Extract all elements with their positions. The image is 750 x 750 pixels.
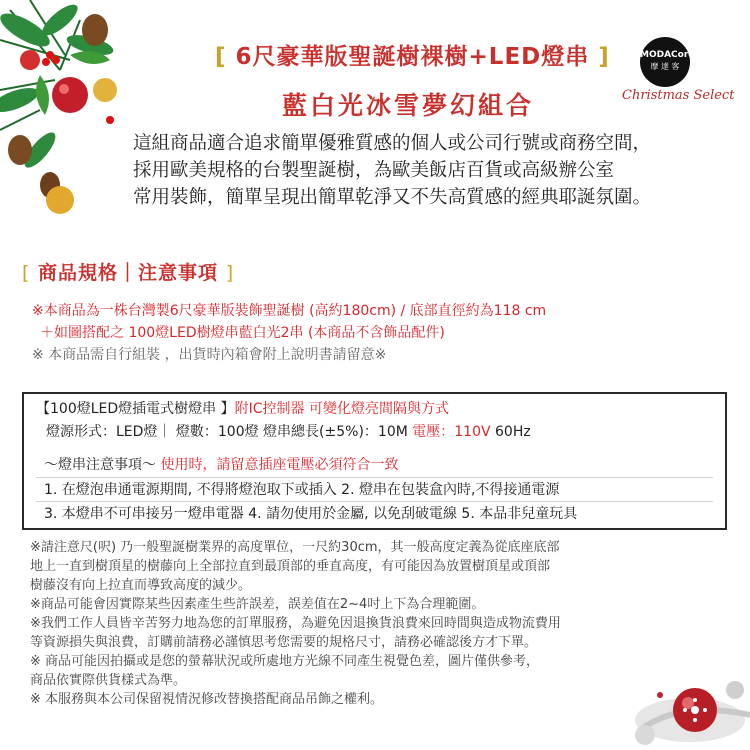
spec-controller-note: 附IC控制器 可變化燈亮間隔與方式 [234,401,449,417]
light-spec-box [22,392,727,530]
spec-product-name: 【100燈LED燈插電式樹燈串 】 [36,401,235,417]
intro-line: 常用裝飾，簡單呈現出簡單乾淨又不失高質感的經典耶誕氛圍。 [133,187,652,208]
product-title [215,38,610,71]
brand-logo [640,37,695,87]
caution-voltage-warning: 使用時，請留意插座電壓必須符合一致 [160,457,399,473]
title-bracket-close: ] [598,44,610,70]
footnote-line: ※我們工作人員皆辛苦努力地為您的訂單服務，為避免因退換貨浪費來回時間與造成物流費用 [30,616,561,631]
divider [36,477,713,478]
footnote-line: ※ 本服務與本公司保留視情況修改替換搭配商品吊飾之權利。 [30,692,384,707]
section-bracket-close: ] [225,262,235,284]
ornament-ball-decoration [600,640,750,750]
footnote-line: 等資源損失與浪費，訂購前請務必謹慎思考您需要的規格尺寸，請務必確認後方才下單。 [30,635,538,650]
note-line-size: ※本商品為一株台灣製6尺豪華版裝飾聖誕樹 (高約180cm) / 底部直徑約為118 cm [32,303,547,319]
section-heading [22,258,234,285]
note-line-lights: ＋如圖搭配之 100燈LED樹燈串藍白光2串 (本商品不含飾品配件) [40,325,445,341]
brand-chinese-name: 摩 達 客 [650,62,680,71]
caution-items-1: 1. 在燈泡串通電源期間, 不得將燈泡取下或插入 2. 燈串在包裝盒內時,不得接通電源 [44,482,560,498]
footnote-line: 樹藤沒有向上拉直而導致高度的減少。 [30,578,252,593]
spec-voltage: 電壓：110V [412,424,491,440]
section-label: 商品規格｜注意事項 [38,262,219,284]
footnote-line: 商品依實際供貨樣式為準。 [30,673,187,688]
spec-line-product [36,398,449,418]
christmas-ornament-decoration [0,0,130,215]
footnote-line: ※ 商品可能因拍攝或是您的螢幕狀況或所處地方光線不同產生視覺色差，圖片僅供參考， [30,654,540,669]
caution-items-2: 3. 本燈串不可串接另一燈串電器 4. 請勿使用於金屬, 以免刮破電線 5. 本品非兒童玩具 [44,506,578,522]
intro-line: 這組商品適合追求簡單優雅質感的個人或公司行號或商務空間， [133,133,652,154]
brand-name: MODACore [640,50,695,60]
footnote-line: ※商品可能會因實際某些因素產生些許誤差，誤差值在2~4吋上下為合理範圍。 [30,597,485,612]
divider [36,501,713,502]
footnotes [30,538,561,709]
spec-light-details: 燈源形式：LED燈｜ 燈數：100燈 燈串總長(±5%)：10M [46,424,413,440]
note-line-assembly: ※ 本商品需自行組裝 ，出貨時內箱會附上說明書請留意※ [32,347,387,363]
spec-line-caution-title [44,454,398,474]
footnote-line: ※請注意尺(呎) 乃一般聖誕樹業界的高度單位，一尺約30cm，其一般高度定義為從底座底部 [30,540,560,555]
product-subtitle: 藍白光冰雪夢幻組合 [282,91,535,120]
title-bracket-open: [ [215,44,227,70]
title-text: 6尺豪華版聖誕樹裸樹+LED燈串 [235,44,590,70]
intro-line: 採用歐美規格的台製聖誕樹，為歐美飯店百貨或高級辦公室 [133,160,615,181]
spec-line-details [46,421,531,441]
caution-heading: ～燈串注意事項～ [44,457,161,473]
intro-paragraph [133,130,651,211]
spec-frequency: 60Hz [490,424,531,440]
product-notes [32,300,546,366]
footnote-line: 地上一直到樹頂星的樹藤向上全部拉直到最頂部的垂直高度，有可能因為放置樹頂星或頂部 [30,559,551,574]
brand-tagline: Christmas Select [622,88,735,103]
section-bracket-open: [ [22,262,31,284]
